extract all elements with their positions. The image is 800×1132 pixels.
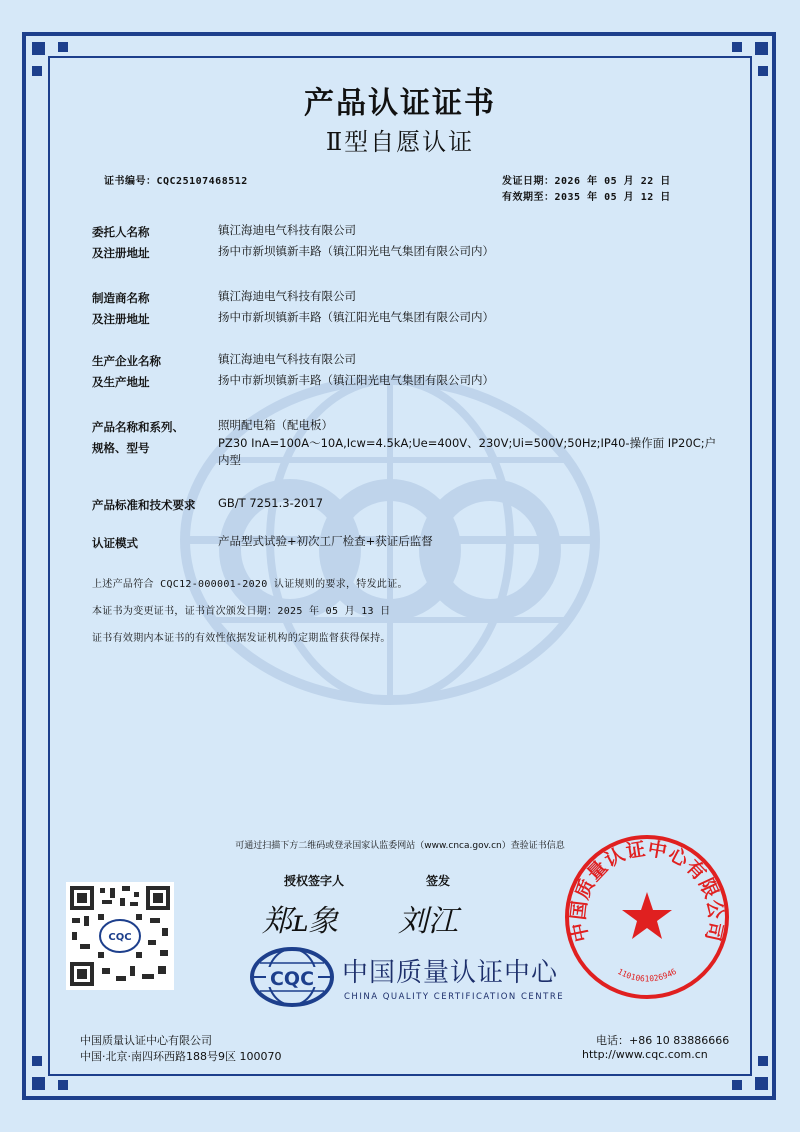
mode-value: 产品型式试验+初次工厂检查+获证后监督 [218,534,433,548]
certificate-number [104,172,248,187]
authorized-signature: 郑ʟ象 [262,904,339,939]
certificate-subtitle: Ⅱ型自愿认证 [325,128,475,156]
footer-phone: 电话：+86 10 83886666 [596,1034,730,1047]
issue-date: 发证日期：2026 年 05 月 22 日 [502,176,671,187]
factory-label: 及生产地址 [92,375,150,389]
issuer-signature: 刘江 [398,904,458,939]
org-name-en: CHINA QUALITY CERTIFICATION CENTRE [344,992,565,1002]
statement-compliance: 上述产品符合 CQC12-000001-2020 认证规则的要求，特发此证。 [92,579,408,590]
corner-square [32,1077,45,1090]
maker-label: 制造商名称 [92,291,150,305]
corner-square [758,66,768,76]
cert-no-label: 证书编号： [104,176,157,187]
verify-note: 可通过扫描下方二维码或登录国家认监委网站（www.cnca.gov.cn）查验证书信息 [235,841,565,851]
corner-square [32,66,42,76]
corner-square [755,42,768,55]
certificate-title: 产品认证证书 [304,86,496,121]
statement-validity: 证书有效期内本证书的有效性依据发证机构的定期监督获得保持。 [92,633,391,644]
footer-company: 中国质量认证中心有限公司 [80,1034,212,1047]
svg-text:中国质量认证中心有限公司: 中国质量认证中心有限公司 [567,838,727,944]
factory-label: 生产企业名称 [92,354,161,368]
factory-name: 镇江海迪电气科技有限公司 [218,352,356,366]
corner-square [58,42,68,52]
org-name-cn: 中国质量认证中心 [342,958,559,988]
qr-code-icon[interactable] [66,882,174,990]
maker-label: 及注册地址 [92,312,150,326]
product-label: 规格、型号 [92,441,150,455]
qr-logo-text: CQC [108,932,132,943]
corner-square [755,1077,768,1090]
official-seal-icon [562,832,732,1002]
svg-text:1101061026946: 1101061026946 [616,966,678,984]
statement-change: 本证书为变更证书，证书首次颁发日期：2025 年 05 月 13 日 [92,606,391,617]
mode-label: 认证模式 [92,536,138,550]
footer-address: 中国·北京·南四环西路188号9区 100070 [80,1050,282,1063]
expiry-date: 有效期至：2035 年 05 月 12 日 [502,192,671,203]
corner-square [32,42,45,55]
client-label: 及注册地址 [92,246,150,260]
product-label: 产品名称和系列、 [92,420,184,434]
corner-square [32,1056,42,1066]
standard-label: 产品标准和技术要求 [92,498,196,512]
client-label: 委托人名称 [92,225,150,239]
client-address: 扬中市新坝镇新丰路（镇江阳光电气集团有限公司内） [218,244,494,258]
product-name: 照明配电箱（配电板） [218,418,333,432]
cert-no-value: CQC25107468512 [156,176,248,187]
corner-square [758,1056,768,1066]
standard-value: GB/T 7251.3-2017 [218,496,324,510]
logo-text: CQC [269,968,315,990]
maker-address: 扬中市新坝镇新丰路（镇江阳光电气集团有限公司内） [218,310,494,324]
cqc-logo-icon [248,945,336,1009]
footer-website[interactable]: http://www.cqc.com.cn [582,1048,708,1061]
factory-address: 扬中市新坝镇新丰路（镇江阳光电气集团有限公司内） [218,373,494,387]
authorized-signatory-label: 授权签字人 [284,874,345,888]
client-name: 镇江海迪电气科技有限公司 [218,223,356,237]
corner-square [732,1080,742,1090]
corner-square [58,1080,68,1090]
product-spec: PZ30 InA=100A～10A,Icw=4.5kA;Ue=400V、230V;Ui=500V;50Hz;IP40-操作面 IP20C;户内型 [218,436,717,467]
corner-square [732,42,742,52]
maker-name: 镇江海迪电气科技有限公司 [218,289,356,303]
issuer-label: 签发 [426,874,451,888]
